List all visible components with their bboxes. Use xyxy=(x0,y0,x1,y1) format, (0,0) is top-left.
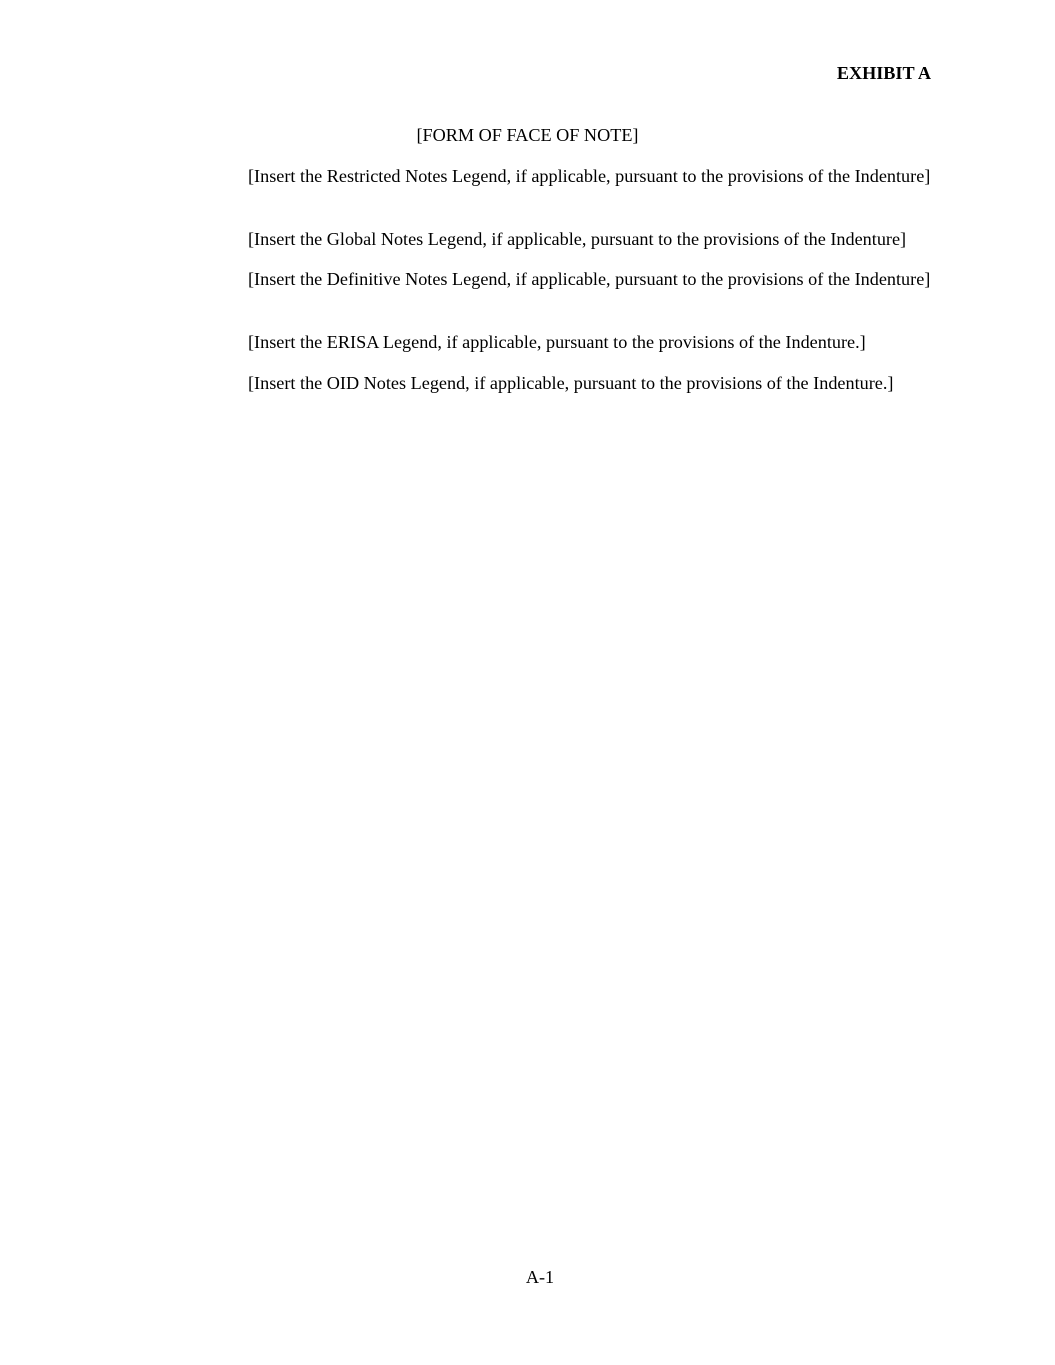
form-title: [FORM OF FACE OF NOTE] xyxy=(416,125,639,145)
page-number: A-1 xyxy=(525,1267,555,1287)
global-notes-legend-paragraph: [Insert the Global Notes Legend, if applicable, pursuant to the provisions of the Indenture] xyxy=(248,229,907,249)
restricted-notes-legend-paragraph: [Insert the Restricted Notes Legend, if applicable, pursuant to the provisions of the Indenture] xyxy=(248,166,931,186)
oid-notes-legend-paragraph: [Insert the OID Notes Legend, if applicable, pursuant to the provisions of the Indenture.] xyxy=(248,373,894,393)
definitive-notes-legend-paragraph: [Insert the Definitive Notes Legend, if applicable, pursuant to the provisions of the Indenture] xyxy=(248,269,931,289)
erisa-legend-paragraph: [Insert the ERISA Legend, if applicable, pursuant to the provisions of the Indenture.] xyxy=(248,332,866,352)
exhibit-heading: EXHIBIT A xyxy=(836,63,931,83)
